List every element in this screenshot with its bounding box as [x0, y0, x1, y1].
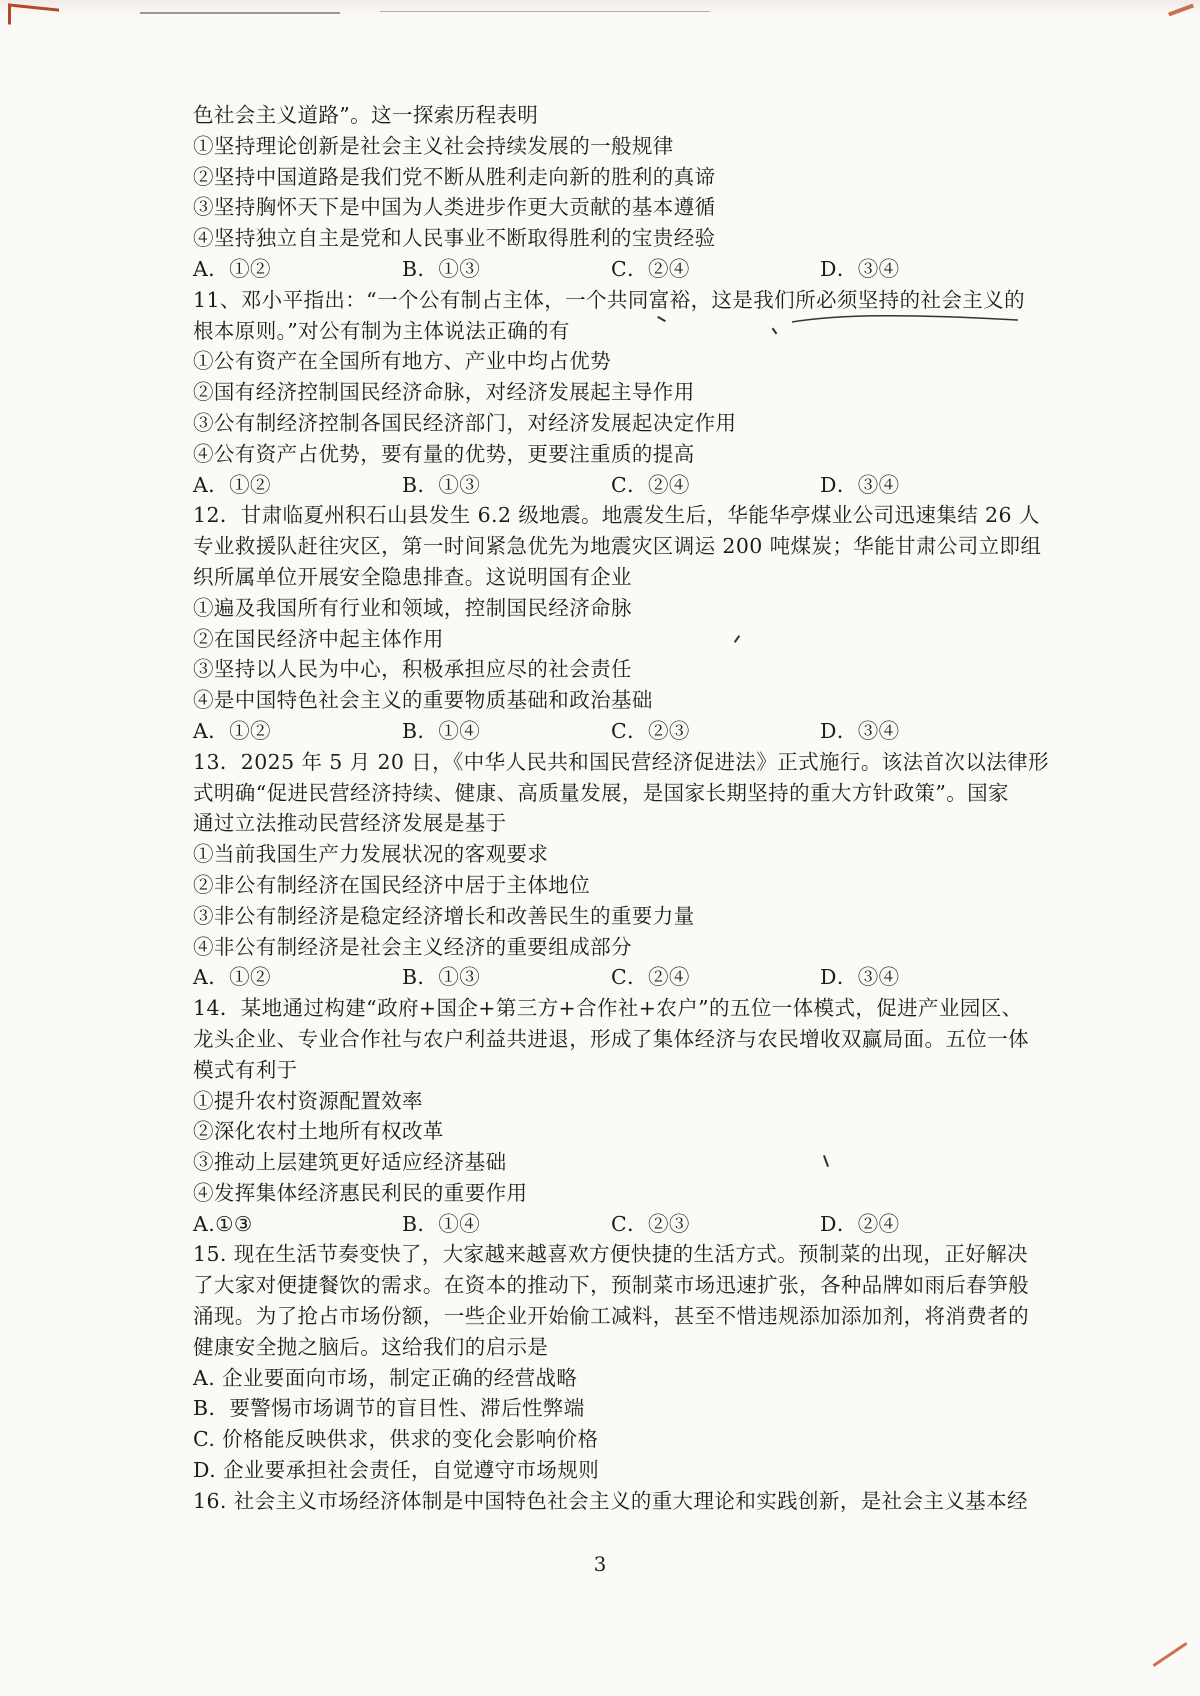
answer-choices-q10	[193, 254, 1053, 285]
answer-choice: A.①③	[193, 1211, 253, 1236]
question-option-item: ①遍及我国所有行业和领域，控制国民经济命脉	[193, 595, 632, 620]
answer-choice: D．③④	[820, 965, 900, 990]
question-option-item: ②在国民经济中起主体作用	[193, 626, 444, 651]
answer-choice: C．②③	[611, 1211, 690, 1236]
answer-choice: C. 价格能反映供求，供求的变化会影响价格	[193, 1427, 599, 1452]
answer-choices-q11	[193, 470, 1053, 501]
answer-choice: B．要警惕市场调节的盲目性、滞后性弊端	[193, 1396, 585, 1421]
answer-choice: C．②④	[611, 965, 690, 990]
answer-choice: C．②④	[611, 472, 690, 497]
answer-choices-q12	[193, 716, 1053, 747]
question-stem-12: 12．甘肃临夏州积石山县发生 6.2 级地震。地震发生后，华能华亭煤业公司迅速集结 26 人	[193, 503, 1040, 528]
answer-choice: A．①②	[193, 718, 271, 743]
answer-choices-q13	[193, 962, 1053, 993]
question-stem-16: 16. 社会主义市场经济体制是中国特色社会主义的重大理论和实践创新，是社会主义基本经	[193, 1488, 1028, 1513]
answer-choice: B．①④	[402, 718, 481, 743]
question-text-line: 织所属单位开展安全隐患排查。这说明国有企业	[193, 564, 632, 589]
answer-choice: B．①③	[402, 472, 481, 497]
answer-choice: C．②④	[611, 256, 690, 281]
answer-choice: B．①④	[402, 1211, 481, 1236]
question-option-item: ②非公有制经济在国民经济中居于主体地位	[193, 872, 591, 897]
question-text-line: 专业救援队赶往灾区，第一时间紧急优先为地震灾区调运 200 吨煤炭；华能甘肃公司立即组	[193, 534, 1042, 559]
answer-choice: A．①②	[193, 472, 271, 497]
answer-choice: D．③④	[820, 472, 900, 497]
question-text-line: 模式有利于	[193, 1057, 298, 1082]
top-rule	[380, 11, 710, 12]
question-option-item: ①坚持理论创新是社会主义社会持续发展的一般规律	[193, 133, 674, 158]
question-option-item: ③公有制经济控制各国民经济部门，对经济发展起决定作用	[193, 410, 737, 435]
answer-choice: D．②④	[820, 1211, 900, 1236]
question-option-item: ②国有经济控制国民经济命脉，对经济发展起主导作用	[193, 380, 695, 405]
question-text-line: 式明确“促进民营经济持续、健康、高质量发展，是国家长期坚持的重大方针政策”。国家	[193, 780, 1009, 805]
answer-choices-q14	[193, 1209, 1053, 1240]
page-number: 3	[593, 1552, 607, 1576]
answer-choice: D．③④	[820, 256, 900, 281]
question-text-line: 通过立法推动民营经济发展是基于	[193, 811, 507, 836]
answer-choice: B．①③	[402, 256, 481, 281]
question-text-line: 了大家对便捷餐饮的需求。在资本的推动下，预制菜市场迅速扩张，各种品牌如雨后春笋般	[193, 1273, 1029, 1298]
question-option-item: ①当前我国生产力发展状况的客观要求	[193, 842, 549, 867]
question-stem-13: 13．2025 年 5 月 20 日，《中华人民共和国民营经济促进法》正式施行。该法首次以法律形	[193, 749, 1049, 774]
question-option-item: ④非公有制经济是社会主义经济的重要组成部分	[193, 934, 632, 959]
question-stem-14: 14．某地通过构建“政府+国企+第三方+合作社+农户”的五位一体模式，促进产业园区、	[193, 996, 1023, 1021]
answer-choice: C．②③	[611, 718, 690, 743]
question-text-line: 健康安全抛之脑后。这给我们的启示是	[193, 1334, 549, 1359]
answer-choice: A．①②	[193, 965, 271, 990]
question-text-line: 根本原则。”对公有制为主体说法正确的有	[193, 318, 570, 343]
answer-choice: D. 企业要承担社会责任，自觉遵守市场规则	[193, 1458, 600, 1483]
question-text-line: 涌现。为了抢占市场份额，一些企业开始偷工减料，甚至不惜违规添加添加剂，将消费者的	[193, 1304, 1029, 1329]
answer-choice: D．③④	[820, 718, 900, 743]
question-text-line: 色社会主义道路”。这一探索历程表明	[193, 103, 539, 127]
question-stem-11: 11、邓小平指出：“一个公有制占主体，一个共同富裕，这是我们所必须坚持的社会主义的	[193, 287, 1025, 312]
handwritten-underline	[790, 312, 1020, 326]
question-option-item: ②深化农村土地所有权改革	[193, 1119, 444, 1144]
corner-mark	[1153, 1642, 1188, 1667]
top-rule	[140, 12, 340, 14]
question-option-item: ①提升农村资源配置效率	[193, 1088, 423, 1113]
answer-choice: B．①③	[402, 965, 481, 990]
question-option-item: ①公有资产在全国所有地方、产业中均占优势	[193, 349, 611, 374]
question-option-item: ③坚持胸怀天下是中国为人类进步作更大贡献的基本遵循	[193, 195, 716, 220]
question-option-item: ③非公有制经济是稳定经济增长和改善民生的重要力量	[193, 903, 695, 928]
question-option-item: ④坚持独立自主是党和人民事业不断取得胜利的宝贵经验	[193, 226, 716, 251]
question-text-line: 龙头企业、专业合作社与农户利益共进退，形成了集体经济与农民增收双赢局面。五位一体	[193, 1026, 1029, 1051]
question-option-item: ④公有资产占优势，要有量的优势，更要注重质的提高	[193, 441, 695, 466]
question-option-item: ④发挥集体经济惠民利民的重要作用	[193, 1180, 528, 1205]
question-option-item: ④是中国特色社会主义的重要物质基础和政治基础	[193, 688, 653, 713]
question-option-item: ③推动上层建筑更好适应经济基础	[193, 1150, 507, 1175]
question-option-item: ③坚持以人民为中心，积极承担应尽的社会责任	[193, 657, 632, 682]
question-stem-15: 15. 现在生活节奏变快了，大家越来越喜欢方便快捷的生活方式。预制菜的出现，正好解决	[193, 1242, 1028, 1267]
question-option-item: ②坚持中国道路是我们党不断从胜利走向新的胜利的真谛	[193, 164, 716, 189]
corner-mark	[8, 3, 59, 29]
answer-choice: A. 企业要面向市场，制定正确的经营战略	[193, 1365, 578, 1390]
answer-choice: A．①②	[193, 256, 271, 281]
